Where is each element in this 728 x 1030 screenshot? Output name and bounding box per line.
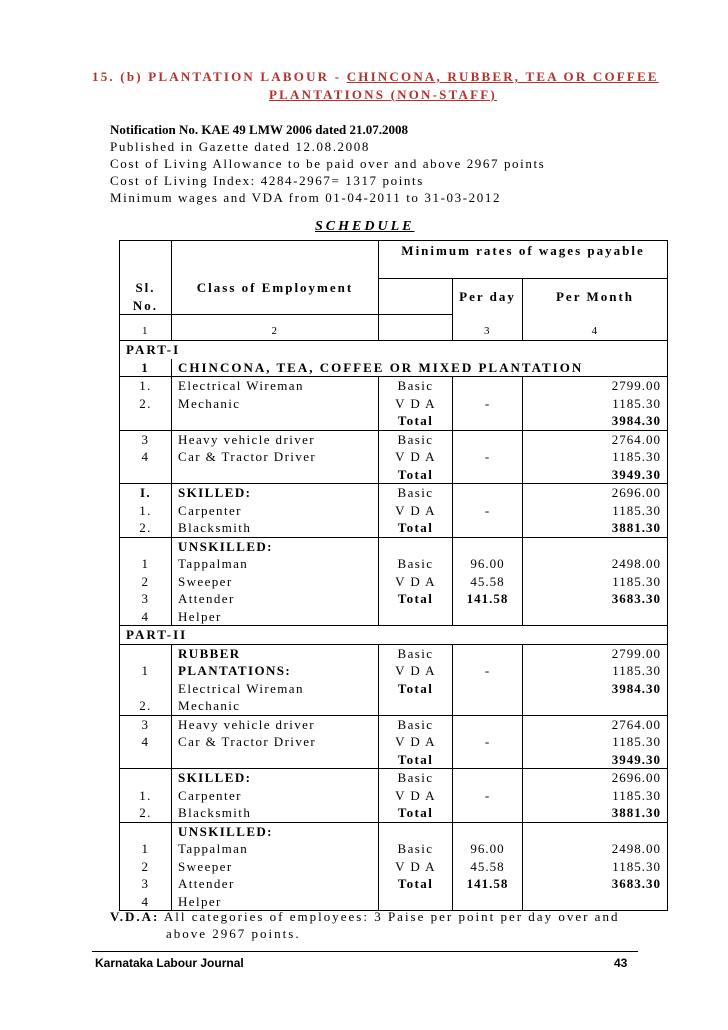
schedule-heading: SCHEDULE — [315, 219, 415, 234]
header-class-cell — [172, 241, 379, 279]
row-per-month: 2764.00 — [523, 430, 668, 448]
row-per-day: 45.58 — [453, 858, 523, 876]
row-class: Attender — [172, 590, 379, 608]
row-per-day: 141.58 — [453, 590, 523, 608]
row-component: Basic — [379, 377, 453, 395]
row-per-day — [453, 697, 523, 715]
row-sl-no: 3 — [120, 715, 172, 733]
row-per-month: 3949.30 — [523, 466, 668, 484]
per-month-header: Per Month — [523, 279, 668, 315]
row-component: Total — [379, 466, 453, 484]
table-row — [120, 840, 668, 858]
row-per-month: 3984.30 — [523, 680, 668, 698]
row-class: Blacksmith — [172, 519, 379, 537]
row-sl-no: 2. — [120, 804, 172, 822]
table-row — [120, 519, 668, 537]
column-number-row — [120, 315, 668, 341]
row-per-month: 1185.30 — [523, 858, 668, 876]
row-class: Sweeper — [172, 573, 379, 591]
part2-label: PART-II — [120, 626, 668, 645]
row-component — [379, 893, 453, 911]
row-class: SKILLED: — [172, 484, 379, 502]
row-per-day — [453, 466, 523, 484]
row-class: Electrical Wireman — [172, 680, 379, 698]
row-per-month — [523, 893, 668, 911]
row-component — [379, 697, 453, 715]
title-underlined: CHINCONA, RUBBER, TEA OR COFFEE — [346, 69, 659, 84]
row-component: V D A — [379, 448, 453, 466]
vda-note — [110, 909, 619, 925]
footer-journal-name: Karnataka Labour Journal — [95, 956, 244, 970]
table-row — [120, 448, 668, 466]
row-component: Basic — [379, 430, 453, 448]
vda-note-line2: above 2967 points. — [166, 926, 301, 941]
footer-page-number: 43 — [614, 956, 628, 970]
table-row — [120, 697, 668, 715]
row-component: Total — [379, 519, 453, 537]
row-class: Mechanic — [172, 395, 379, 413]
row-class: Heavy vehicle driver — [172, 430, 379, 448]
table-row — [120, 412, 668, 430]
row-class — [172, 751, 379, 769]
row-sl-no: 1 — [120, 555, 172, 573]
row-component — [379, 608, 453, 626]
row-sl-no: 2. — [120, 519, 172, 537]
table-row — [120, 430, 668, 448]
row-class: PLANTATIONS: — [172, 662, 379, 680]
document-title — [92, 69, 659, 85]
row-per-month: 2498.00 — [523, 840, 668, 858]
row-per-day — [453, 680, 523, 698]
row-component: Basic — [379, 769, 453, 787]
row-per-month: 1185.30 — [523, 787, 668, 805]
row-per-month: 2764.00 — [523, 715, 668, 733]
row-sl-no: 2. — [120, 697, 172, 715]
table-row — [120, 733, 668, 751]
cost-of-living-index: Cost of Living Index: 4284-2967= 1317 points — [110, 173, 424, 188]
table-row — [120, 858, 668, 876]
row-sl-no: 2 — [120, 858, 172, 876]
row-sl-no — [120, 751, 172, 769]
row-class: UNSKILLED: — [172, 537, 379, 555]
wage-period: Minimum wages and VDA from 01-04-2011 to 31-03-2012 — [110, 190, 502, 205]
sl-header: Sl. — [120, 279, 172, 297]
table-row — [120, 590, 668, 608]
row-per-month: 3949.30 — [523, 751, 668, 769]
row-per-month: 1185.30 — [523, 662, 668, 680]
table-row — [120, 804, 668, 822]
row-per-month: 2696.00 — [523, 769, 668, 787]
row-per-day: 96.00 — [453, 555, 523, 573]
empty-header-cell — [379, 315, 453, 341]
row-per-day — [453, 644, 523, 662]
header-row — [120, 279, 668, 297]
min-rates-header: Minimum rates of wages payable — [379, 241, 668, 279]
row-sl-no — [120, 822, 172, 840]
row-per-month: 3881.30 — [523, 519, 668, 537]
row-sl-no: 1. — [120, 502, 172, 520]
table-row — [120, 537, 668, 555]
row-sl-no: 3 — [120, 875, 172, 893]
table-row — [120, 751, 668, 769]
row-per-day — [453, 751, 523, 769]
table-row — [120, 502, 668, 520]
gazette-date: Published in Gazette dated 12.08.2008 — [110, 139, 370, 154]
per-day-header: Per day — [453, 279, 523, 315]
row-per-day — [453, 519, 523, 537]
row-sl-no — [120, 466, 172, 484]
row-sl-no — [120, 644, 172, 662]
table-row — [120, 555, 668, 573]
row-class: Heavy vehicle driver — [172, 715, 379, 733]
class-header: Class of Employment — [172, 279, 379, 297]
row-component: Total — [379, 590, 453, 608]
row-component: Basic — [379, 644, 453, 662]
col-number-1: 1 — [120, 315, 172, 341]
row-class: Tappalman — [172, 555, 379, 573]
table-row — [120, 573, 668, 591]
table-row — [120, 484, 668, 502]
row-component: Total — [379, 680, 453, 698]
row-component: V D A — [379, 858, 453, 876]
table-row — [120, 644, 668, 662]
col-number-4: 4 — [523, 315, 668, 341]
section-number: 1 — [120, 359, 172, 377]
row-sl-no — [120, 680, 172, 698]
row-sl-no: 2. — [120, 395, 172, 413]
row-per-day: - — [453, 733, 523, 751]
row-class: Mechanic — [172, 697, 379, 715]
row-per-month: 3683.30 — [523, 875, 668, 893]
table-row — [120, 715, 668, 733]
row-per-month: 3984.30 — [523, 412, 668, 430]
row-per-day: - — [453, 502, 523, 520]
row-class: RUBBER — [172, 644, 379, 662]
row-per-month: 1185.30 — [523, 395, 668, 413]
row-per-day — [453, 608, 523, 626]
row-per-day: 96.00 — [453, 840, 523, 858]
row-component: V D A — [379, 733, 453, 751]
row-per-day — [453, 430, 523, 448]
row-per-day: - — [453, 448, 523, 466]
row-class: SKILLED: — [172, 769, 379, 787]
table-row — [120, 787, 668, 805]
row-sl-no: 1. — [120, 377, 172, 395]
header-sl-cell — [120, 241, 172, 279]
row-per-day: - — [453, 395, 523, 413]
row-per-day — [453, 715, 523, 733]
vda-label: V.D.A: — [110, 909, 160, 924]
row-component: V D A — [379, 395, 453, 413]
col-number-2: 2 — [172, 315, 379, 341]
table-row — [120, 769, 668, 787]
row-component: V D A — [379, 502, 453, 520]
row-sl-no — [120, 537, 172, 555]
row-per-month: 1185.30 — [523, 733, 668, 751]
row-per-month — [523, 822, 668, 840]
row-class — [172, 412, 379, 430]
row-per-day — [453, 822, 523, 840]
document-title-line2: PLANTATIONS (NON-STAFF) — [269, 87, 497, 102]
col-number-3: 3 — [453, 315, 523, 341]
row-per-day — [453, 769, 523, 787]
row-component: Total — [379, 412, 453, 430]
row-class: Car & Tractor Driver — [172, 448, 379, 466]
part1-label: PART-I — [120, 341, 668, 359]
row-class: UNSKILLED: — [172, 822, 379, 840]
row-sl-no — [120, 412, 172, 430]
row-per-month — [523, 537, 668, 555]
vda-text: All categories of employees: 3 Paise per point per day over and — [159, 909, 620, 924]
row-sl-no: 4 — [120, 893, 172, 911]
empty-header-cell — [379, 279, 453, 297]
row-per-month: 2498.00 — [523, 555, 668, 573]
row-sl-no: 4 — [120, 448, 172, 466]
table-row — [120, 466, 668, 484]
row-class: Sweeper — [172, 858, 379, 876]
title-prefix: 15. (b) PLANTATION LABOUR - — [92, 69, 347, 84]
row-sl-no: 1. — [120, 787, 172, 805]
row-class: Car & Tractor Driver — [172, 733, 379, 751]
row-per-month: 2799.00 — [523, 377, 668, 395]
footer-rule — [92, 951, 638, 952]
row-per-day — [453, 484, 523, 502]
row-per-month: 3881.30 — [523, 804, 668, 822]
notification-number: Notification No. KAE 49 LMW 2006 dated 21.07.2008 — [110, 122, 409, 137]
row-per-month: 2799.00 — [523, 644, 668, 662]
row-class: Carpenter — [172, 502, 379, 520]
table-row — [120, 875, 668, 893]
row-sl-no — [120, 769, 172, 787]
row-per-day — [453, 804, 523, 822]
row-per-month: 1185.30 — [523, 573, 668, 591]
table-row — [120, 822, 668, 840]
row-component: Basic — [379, 840, 453, 858]
row-per-day: - — [453, 662, 523, 680]
row-per-day: - — [453, 787, 523, 805]
row-component — [379, 822, 453, 840]
row-class: Blacksmith — [172, 804, 379, 822]
row-per-month: 1185.30 — [523, 448, 668, 466]
part-label-row — [120, 626, 668, 645]
row-sl-no: 2 — [120, 573, 172, 591]
row-component: V D A — [379, 662, 453, 680]
table-row — [120, 395, 668, 413]
row-component: Total — [379, 875, 453, 893]
row-sl-no: 4 — [120, 608, 172, 626]
row-per-day — [453, 537, 523, 555]
wage-schedule-table — [119, 240, 668, 911]
row-sl-no: 3 — [120, 430, 172, 448]
table-row — [120, 662, 668, 680]
no-header: No. — [120, 297, 172, 315]
row-class: Attender — [172, 875, 379, 893]
wage-schedule-body — [120, 241, 668, 911]
row-per-month — [523, 697, 668, 715]
row-component: Basic — [379, 555, 453, 573]
table-row — [120, 893, 668, 911]
section-title: CHINCONA, TEA, COFFEE OR MIXED PLANTATION — [172, 359, 668, 377]
row-sl-no: I. — [120, 484, 172, 502]
table-row — [120, 608, 668, 626]
row-class: Helper — [172, 893, 379, 911]
row-per-month: 2696.00 — [523, 484, 668, 502]
row-component: Basic — [379, 484, 453, 502]
row-per-month: 3683.30 — [523, 590, 668, 608]
row-component: V D A — [379, 573, 453, 591]
table-row — [120, 377, 668, 395]
row-sl-no: 4 — [120, 733, 172, 751]
row-sl-no: 3 — [120, 590, 172, 608]
row-class: Electrical Wireman — [172, 377, 379, 395]
row-sl-no: 1 — [120, 662, 172, 680]
part-label-row — [120, 341, 668, 359]
row-component: V D A — [379, 787, 453, 805]
section-title-row — [120, 359, 668, 377]
row-sl-no: 1 — [120, 840, 172, 858]
row-per-day — [453, 412, 523, 430]
row-per-day: 45.58 — [453, 573, 523, 591]
row-class: Carpenter — [172, 787, 379, 805]
row-per-month: 1185.30 — [523, 502, 668, 520]
empty-header-cell — [172, 297, 379, 315]
empty-header-cell — [379, 297, 453, 315]
row-component — [379, 537, 453, 555]
row-component: Total — [379, 751, 453, 769]
row-per-day — [453, 377, 523, 395]
table-row — [120, 680, 668, 698]
row-per-day — [453, 893, 523, 911]
cola-statement: Cost of Living Allowance to be paid over and above 2967 points — [110, 156, 546, 171]
row-component: Basic — [379, 715, 453, 733]
row-component: Total — [379, 804, 453, 822]
row-class: Helper — [172, 608, 379, 626]
row-per-day: 141.58 — [453, 875, 523, 893]
row-class: Tappalman — [172, 840, 379, 858]
row-per-month — [523, 608, 668, 626]
row-class — [172, 466, 379, 484]
header-row — [120, 241, 668, 279]
